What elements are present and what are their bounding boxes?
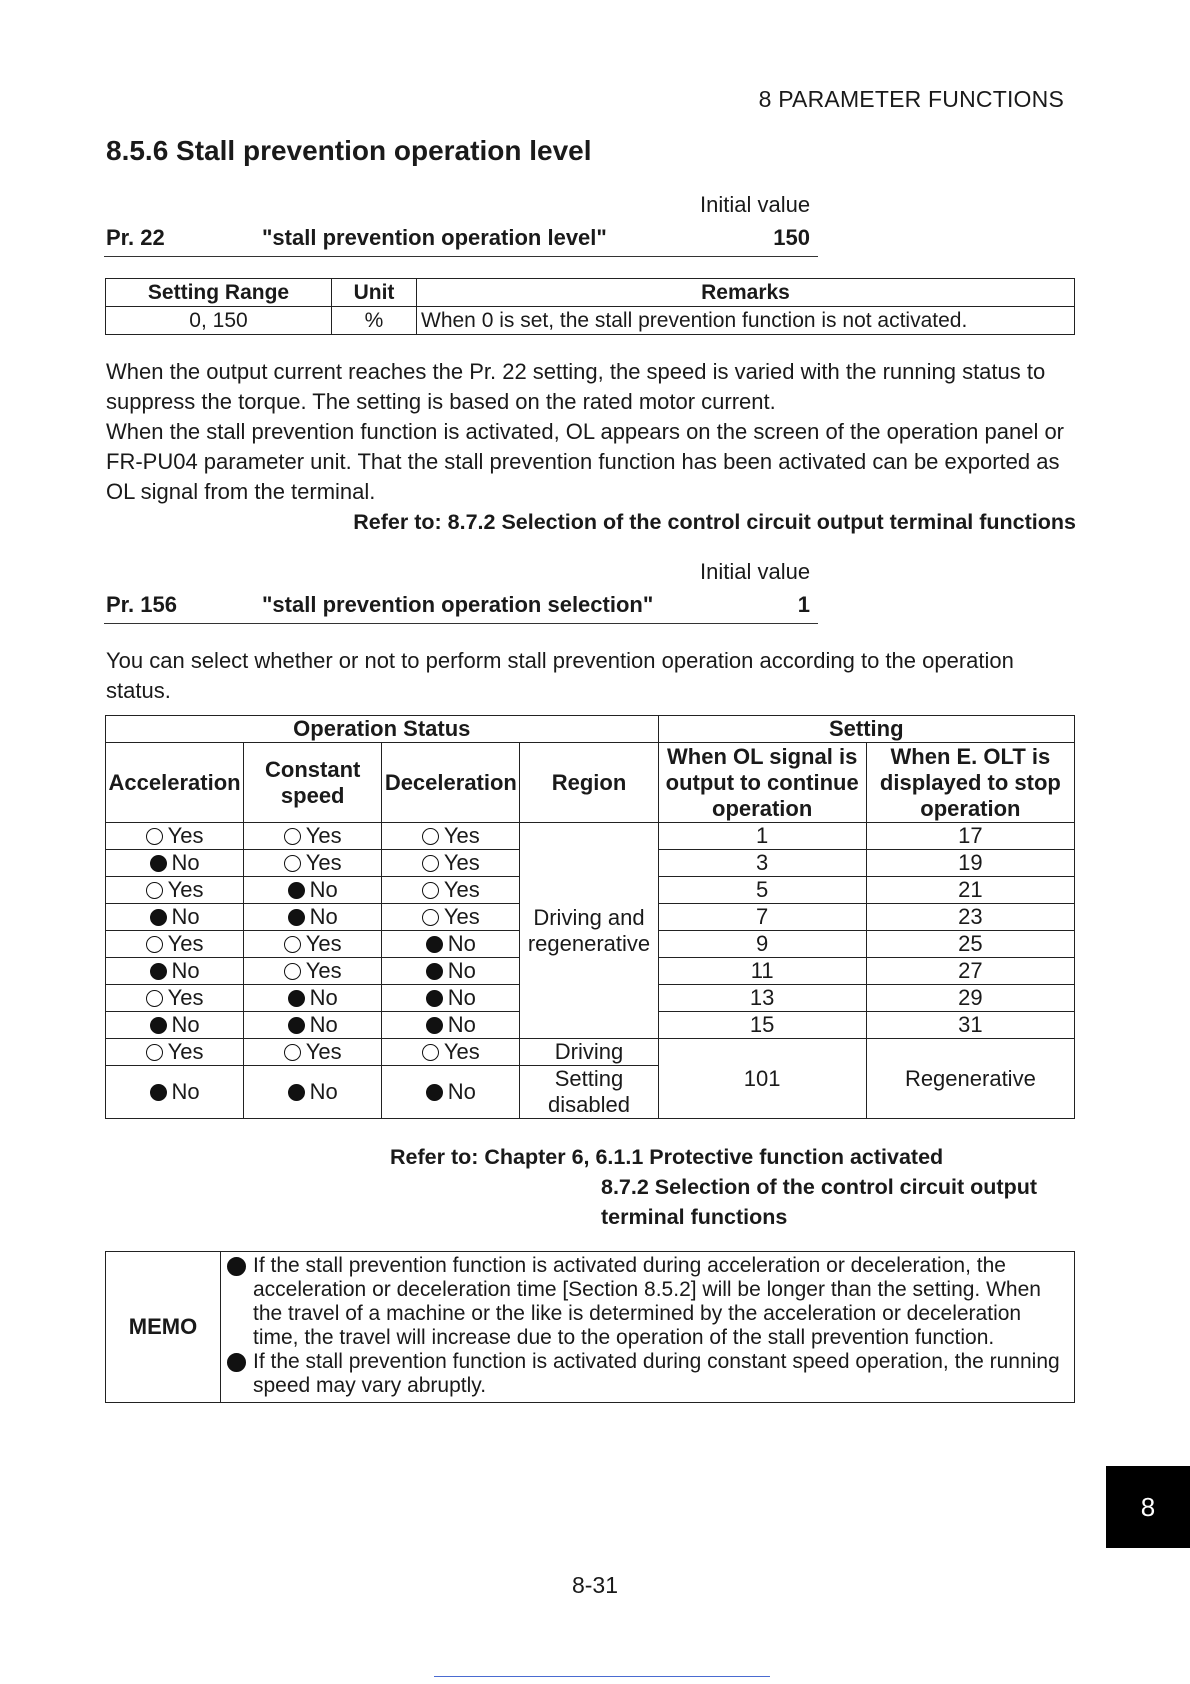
- status-cell: [382, 904, 520, 931]
- status-value: No: [447, 931, 476, 956]
- status-cell: [244, 958, 382, 985]
- ol-setting-cell: 1: [658, 823, 866, 850]
- memo-item-text: If the stall prevention function is activated during constant speed operation, the running speed may vary abruptly.: [253, 1350, 1060, 1397]
- status-value: No: [171, 1012, 200, 1037]
- cell-remarks: When 0 is set, the stall prevention function is not activated.: [417, 307, 1075, 335]
- status-cell: [106, 850, 244, 877]
- hollow-circle-icon: [284, 936, 301, 953]
- status-value: Yes: [443, 1039, 480, 1064]
- status-cell: [106, 823, 244, 850]
- status-cell: [244, 1012, 382, 1039]
- memo-body: [221, 1252, 1075, 1403]
- filled-circle-icon: [150, 909, 167, 926]
- status-cell: [244, 1039, 382, 1066]
- status-value: No: [447, 1079, 476, 1104]
- hollow-circle-icon: [146, 882, 163, 899]
- status-value: Yes: [443, 904, 480, 929]
- filled-circle-icon: [288, 1084, 305, 1101]
- chapter-tab[interactable]: 8: [1106, 1466, 1190, 1548]
- status-value: Yes: [443, 850, 480, 875]
- bullet-icon: [227, 1257, 246, 1276]
- paragraph-line: When the stall prevention function is activated, OL appears on the screen of the operation panel or: [106, 419, 1064, 444]
- header-constant-speed: Constant speed: [244, 743, 382, 823]
- olt-setting-cell: 31: [866, 1012, 1074, 1039]
- status-value: No: [447, 1012, 476, 1037]
- hollow-circle-icon: [146, 936, 163, 953]
- status-cell: [244, 877, 382, 904]
- table-row: [106, 823, 1075, 850]
- status-cell: [244, 850, 382, 877]
- group-header-row: [106, 716, 1075, 743]
- header-acceleration: Acceleration: [106, 743, 244, 823]
- status-cell: [106, 985, 244, 1012]
- paragraph-line: status.: [106, 678, 171, 703]
- status-value: Yes: [305, 931, 342, 956]
- status-cell: [382, 985, 520, 1012]
- header-remarks: Remarks: [417, 279, 1075, 307]
- status-value: No: [309, 877, 338, 902]
- refer-to-link-4: terminal functions: [601, 1205, 788, 1229]
- column-header-row: [106, 743, 1075, 823]
- status-cell: [382, 1066, 520, 1119]
- region-cell: Driving and regenerative: [520, 823, 658, 1039]
- status-value: Yes: [443, 877, 480, 902]
- status-value: No: [309, 904, 338, 929]
- status-cell: [382, 850, 520, 877]
- status-cell: [244, 931, 382, 958]
- status-value: No: [309, 1079, 338, 1104]
- status-value: No: [171, 1079, 200, 1104]
- filled-circle-icon: [288, 909, 305, 926]
- status-cell: [244, 1066, 382, 1119]
- status-cell: [244, 823, 382, 850]
- pr156-initial-value: 1: [797, 592, 810, 617]
- olt-setting-cell: 19: [866, 850, 1074, 877]
- status-value: No: [447, 958, 476, 983]
- footer-divider: [434, 1676, 770, 1677]
- status-cell: [106, 1066, 244, 1119]
- status-value: Yes: [167, 877, 204, 902]
- hollow-circle-icon: [422, 882, 439, 899]
- status-cell: [382, 823, 520, 850]
- header-setting: Setting: [658, 716, 1074, 743]
- filled-circle-icon: [426, 1084, 443, 1101]
- pr22-row: [104, 220, 818, 257]
- olt-setting-cell: 27: [866, 958, 1074, 985]
- olt-setting-cell: 21: [866, 877, 1074, 904]
- status-value: Yes: [305, 958, 342, 983]
- filled-circle-icon: [426, 1017, 443, 1034]
- table-row: [106, 1039, 1075, 1066]
- memo-item-text: If the stall prevention function is activated during acceleration or deceleration, the acceleration or deceleration time [Section 8.5.2] will be longer than the setting. When the travel of a machine or the like is determined by the acceleration or deceleration time, the travel will increase due to the operation of the stall prevention function.: [253, 1254, 1041, 1349]
- olt-setting-cell: 23: [866, 904, 1074, 931]
- ol-setting-cell: 11: [658, 958, 866, 985]
- status-cell: [244, 904, 382, 931]
- status-cell: [106, 877, 244, 904]
- paragraph-line: suppress the torque. The setting is based on the rated motor current.: [106, 389, 776, 414]
- filled-circle-icon: [150, 855, 167, 872]
- pr156-row: [104, 587, 818, 624]
- hollow-circle-icon: [284, 1044, 301, 1061]
- filled-circle-icon: [288, 990, 305, 1007]
- hollow-circle-icon: [422, 909, 439, 926]
- header-region: Region: [520, 743, 658, 823]
- status-cell: [382, 958, 520, 985]
- filled-circle-icon: [426, 963, 443, 980]
- olt-setting-cell: 17: [866, 823, 1074, 850]
- status-cell: [106, 1039, 244, 1066]
- hollow-circle-icon: [284, 828, 301, 845]
- status-cell: [106, 1012, 244, 1039]
- ol-setting-cell: 101: [658, 1039, 866, 1119]
- status-value: Yes: [305, 850, 342, 875]
- status-value: No: [171, 850, 200, 875]
- ol-setting-cell: 3: [658, 850, 866, 877]
- memo-box: [105, 1251, 1075, 1403]
- pr156-initial-label: Initial value: [700, 559, 811, 584]
- olt-setting-cell: 29: [866, 985, 1074, 1012]
- status-cell: [106, 904, 244, 931]
- status-value: No: [447, 985, 476, 1010]
- status-value: Yes: [443, 823, 480, 848]
- filled-circle-icon: [150, 1084, 167, 1101]
- header-setting-range: Setting Range: [106, 279, 332, 307]
- status-value: Yes: [167, 931, 204, 956]
- status-value: No: [171, 958, 200, 983]
- region-cell: Setting disabled: [520, 1066, 658, 1119]
- pr22-name: "stall prevention operation level": [262, 225, 607, 250]
- ol-setting-cell: 15: [658, 1012, 866, 1039]
- section-title: 8.5.6 Stall prevention operation level: [106, 135, 592, 166]
- memo-label: MEMO: [106, 1252, 221, 1403]
- page-number: 8-31: [571, 1572, 619, 1598]
- status-value: Yes: [167, 1039, 204, 1064]
- memo-item: [227, 1254, 1066, 1350]
- status-value: Yes: [305, 1039, 342, 1064]
- header-deceleration: Deceleration: [382, 743, 520, 823]
- ol-setting-cell: 5: [658, 877, 866, 904]
- refer-to-link-3: 8.7.2 Selection of the control circuit output: [601, 1175, 1038, 1199]
- status-value: No: [309, 1012, 338, 1037]
- status-cell: [382, 1012, 520, 1039]
- cell-range: 0, 150: [106, 307, 332, 335]
- description-paragraph: [106, 357, 1086, 507]
- pr22-id: Pr. 22: [106, 225, 165, 250]
- filled-circle-icon: [426, 990, 443, 1007]
- hollow-circle-icon: [146, 990, 163, 1007]
- filled-circle-icon: [150, 963, 167, 980]
- status-value: Yes: [167, 823, 204, 848]
- status-cell: [382, 877, 520, 904]
- filled-circle-icon: [426, 936, 443, 953]
- filled-circle-icon: [288, 1017, 305, 1034]
- ol-setting-cell: 7: [658, 904, 866, 931]
- status-cell: [106, 931, 244, 958]
- hollow-circle-icon: [422, 855, 439, 872]
- status-cell: [382, 931, 520, 958]
- filled-circle-icon: [288, 882, 305, 899]
- pr156-id: Pr. 156: [106, 592, 177, 617]
- refer-to-link-2: Refer to: Chapter 6, 6.1.1 Protective function activated: [390, 1145, 944, 1169]
- hollow-circle-icon: [284, 855, 301, 872]
- refer-to-link-1: Refer to: 8.7.2 Selection of the control circuit output terminal functions: [353, 510, 1076, 534]
- header-ol-signal: When OL signal is output to continue operation: [658, 743, 866, 823]
- paragraph-line: FR-PU04 parameter unit. That the stall prevention function has been activated can be exported as: [106, 449, 1060, 474]
- paragraph-line: You can select whether or not to perform stall prevention operation according to the operation: [106, 648, 1014, 673]
- olt-setting-cell: 25: [866, 931, 1074, 958]
- status-value: No: [171, 904, 200, 929]
- status-value: Yes: [167, 985, 204, 1010]
- filled-circle-icon: [150, 1017, 167, 1034]
- paragraph-line: When the output current reaches the Pr. 22 setting, the speed is varied with the running status to: [106, 359, 1046, 384]
- hollow-circle-icon: [284, 963, 301, 980]
- status-value: No: [309, 985, 338, 1010]
- operation-status-table: [105, 715, 1075, 1119]
- header-e-olt: When E. OLT is displayed to stop operation: [866, 743, 1074, 823]
- header-operation-status: Operation Status: [106, 716, 659, 743]
- pr156-name: "stall prevention operation selection": [262, 592, 654, 617]
- table-header-row: [106, 279, 1075, 307]
- cell-unit: %: [332, 307, 417, 335]
- ol-setting-cell: 13: [658, 985, 866, 1012]
- hollow-circle-icon: [422, 828, 439, 845]
- status-value: Yes: [305, 823, 342, 848]
- status-cell: [106, 958, 244, 985]
- setting-range-table: [105, 278, 1075, 335]
- chapter-header: 8 PARAMETER FUNCTIONS: [758, 86, 1064, 112]
- selection-paragraph: [106, 646, 1086, 706]
- status-cell: [382, 1039, 520, 1066]
- paragraph-line: OL signal from the terminal.: [106, 479, 376, 504]
- olt-setting-cell: Regenerative: [866, 1039, 1074, 1119]
- hollow-circle-icon: [146, 1044, 163, 1061]
- region-cell: Driving: [520, 1039, 658, 1066]
- hollow-circle-icon: [422, 1044, 439, 1061]
- pr22-initial-value: 150: [773, 225, 810, 250]
- hollow-circle-icon: [146, 828, 163, 845]
- header-unit: Unit: [332, 279, 417, 307]
- status-cell: [244, 985, 382, 1012]
- ol-setting-cell: 9: [658, 931, 866, 958]
- memo-item: [227, 1350, 1066, 1398]
- table-row: [106, 307, 1075, 335]
- bullet-icon: [227, 1353, 246, 1372]
- pr22-initial-label: Initial value: [700, 192, 811, 217]
